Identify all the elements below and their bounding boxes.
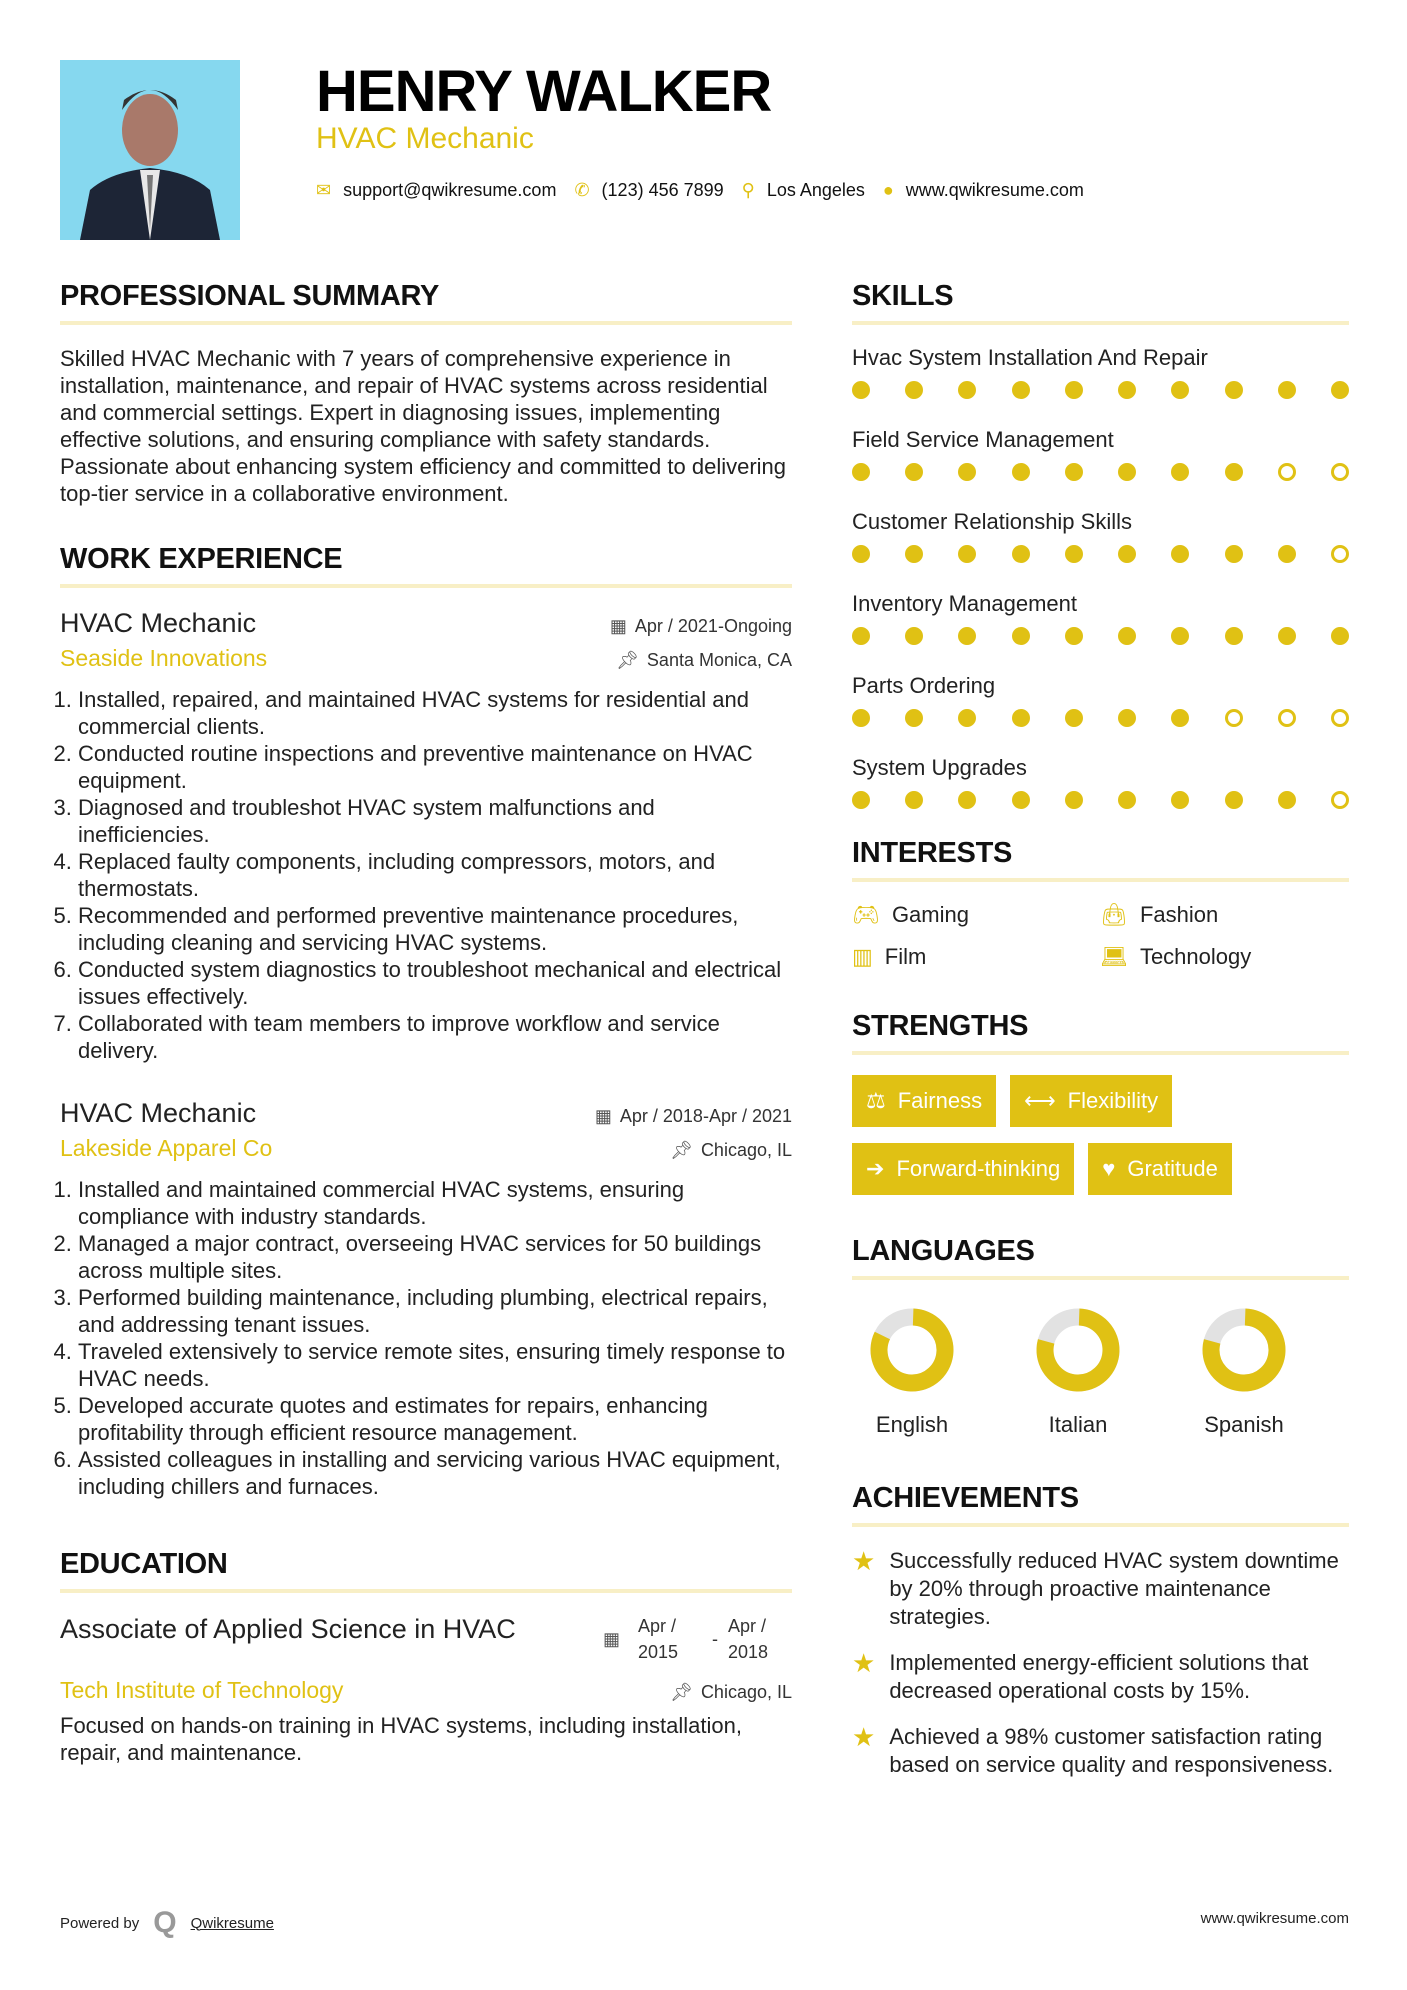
film-icon: ▥	[852, 944, 873, 969]
achievement-item	[852, 1547, 1349, 1631]
interest-gaming: 🎮︎ Gaming	[852, 902, 969, 927]
star-icon: ★	[852, 1648, 876, 1678]
rating-dot-filled	[958, 791, 976, 809]
summary-section	[60, 280, 792, 507]
star-icon: ★	[852, 1546, 876, 1576]
rating-dot-filled	[852, 463, 870, 481]
rating-dot-filled	[1171, 791, 1189, 809]
calendar-icon: ▦	[594, 1106, 612, 1126]
job-bullet: 5. Recommended and performed preventive maintenance procedures, including cleaning and servicing HVAC systems.	[78, 902, 792, 956]
rating-dot-filled	[852, 709, 870, 727]
contact-location: ⚲ Los Angeles	[741, 180, 865, 200]
star-icon: ★	[852, 1722, 876, 1752]
job-bullet: 4. Replaced faulty components, including compressors, motors, and thermostats.	[78, 848, 792, 902]
strengths-section	[852, 1010, 1349, 1195]
rating-dot-filled	[1331, 381, 1349, 399]
achievement-text: Successfully reduced HVAC system downtime by 20% through proactive maintenance strategies.	[889, 1548, 1339, 1629]
job-location: Chicago, IL	[700, 1140, 792, 1160]
rating-dot-empty	[1331, 545, 1349, 563]
candidate-role: HVAC Mechanic	[316, 122, 534, 155]
phone-icon: ✆	[574, 180, 590, 200]
rating-dot-filled	[1171, 545, 1189, 563]
rating-dot-empty	[1278, 709, 1296, 727]
job-bullet: 7. Collaborated with team members to improve workflow and service delivery.	[78, 1010, 792, 1064]
rating-dot-filled	[852, 627, 870, 645]
rating-dot-filled	[905, 545, 923, 563]
interest-fashion: 👜︎ Fashion	[1100, 902, 1219, 927]
company-name: Seaside Innovations	[60, 645, 268, 671]
rating-dot-filled	[1118, 791, 1136, 809]
strength-badge: ♥ Gratitude	[1088, 1143, 1232, 1195]
rating-dot-filled	[1171, 709, 1189, 727]
balance-scale-icon: ⚖	[866, 1088, 886, 1113]
job-bullet: 3. Performed building maintenance, including plumbing, electrical repairs, and addressing tenant issues.	[78, 1284, 792, 1338]
globe-icon: ●	[882, 180, 894, 200]
rating-dot-empty	[1225, 709, 1243, 727]
language-donut	[1036, 1308, 1120, 1392]
job-bullets	[60, 1176, 792, 1500]
degree: Associate of Applied Science in HVAC	[60, 1614, 516, 1644]
job-title: HVAC Mechanic	[60, 608, 257, 638]
section-heading: LANGUAGES	[852, 1235, 1349, 1280]
rating-dot-filled	[1012, 463, 1030, 481]
pin-icon: 📌︎	[616, 650, 639, 670]
language-name: English	[875, 1412, 949, 1437]
rating-dot-filled	[905, 381, 923, 399]
rating-dot-filled	[1065, 463, 1083, 481]
rating-dot-filled	[1278, 545, 1296, 563]
language-item	[1036, 1300, 1120, 1438]
job-bullet: 5. Developed accurate quotes and estimates for repairs, enhancing profitability through efficient resource management.	[78, 1392, 792, 1446]
envelope-icon: ✉	[316, 180, 332, 200]
rating-dot-filled	[1012, 545, 1030, 563]
heart-icon: ♥	[1102, 1156, 1116, 1181]
footer-website[interactable]: www.qwikresume.com	[1200, 1910, 1349, 1927]
rating-dot-filled	[905, 627, 923, 645]
education-text: Focused on hands-on training in HVAC systems, including installation, repair, and maintenance.	[60, 1713, 742, 1765]
rating-dot-filled	[905, 709, 923, 727]
job-bullet: 3. Diagnosed and troubleshot HVAC system malfunctions and inefficiencies.	[78, 794, 792, 848]
rating-dot-filled	[1012, 381, 1030, 399]
job-bullets	[60, 686, 792, 1064]
edu-end: Apr / 2018	[728, 1616, 769, 1662]
education-section: EDUCATION Associate of Applied Science in HVAC ▦ Apr / 2015 - Apr / 2018 Tech Institute of Technology 📌︎ Chicago, IL Focused on hands-on training in HVAC systems, including installation, repair, and maintenance.	[60, 1548, 792, 1765]
job-dates: Apr / 2021-Ongoing	[634, 616, 792, 636]
candidate-name: HENRY WALKER	[316, 59, 772, 124]
rating-dot-filled	[1065, 791, 1083, 809]
language-donut	[870, 1308, 954, 1392]
language-item	[870, 1300, 954, 1438]
skill-name: Inventory Management	[852, 591, 1078, 616]
rating-dot-empty	[1331, 463, 1349, 481]
section-heading: INTERESTS	[852, 837, 1349, 882]
job-title: HVAC Mechanic	[60, 1098, 257, 1128]
rating-dot-filled	[1118, 627, 1136, 645]
rating-dot-filled	[1118, 381, 1136, 399]
interests-section	[852, 837, 1349, 970]
rating-dot-filled	[1171, 381, 1189, 399]
skill-rating	[852, 791, 1349, 809]
arrows-horizontal-icon: ⟷	[1024, 1088, 1056, 1113]
calendar-icon: ▦	[602, 1629, 620, 1649]
rating-dot-filled	[1278, 791, 1296, 809]
job-bullet: 1. Installed, repaired, and maintained HVAC systems for residential and commercial clients.	[78, 686, 792, 740]
rating-dot-empty	[1331, 791, 1349, 809]
qwikresume-logo-icon: Q	[153, 1906, 177, 1939]
rating-dot-filled	[1331, 627, 1349, 645]
skills-section	[852, 280, 1349, 809]
map-pin-icon: ⚲	[741, 180, 755, 200]
right-column	[852, 280, 1349, 1797]
footer-powered-by: Powered by Q Qwikresume	[60, 1906, 274, 1939]
rating-dot-filled	[1278, 627, 1296, 645]
strength-badge: ➔ Forward-thinking	[852, 1143, 1074, 1195]
laptop-icon: 💻︎	[1100, 944, 1128, 969]
rating-dot-filled	[958, 381, 976, 399]
skill-name: System Upgrades	[852, 755, 1027, 780]
skill-rating	[852, 463, 1349, 481]
pin-icon: 📌︎	[670, 1140, 693, 1160]
rating-dot-filled	[1065, 545, 1083, 563]
rating-dot-empty	[1278, 463, 1296, 481]
job-bullet: 2. Conducted routine inspections and preventive maintenance on HVAC equipment.	[78, 740, 792, 794]
rating-dot-filled	[1118, 545, 1136, 563]
skill-name: Customer Relationship Skills	[852, 509, 1132, 534]
job-entry	[60, 1098, 792, 1500]
rating-dot-filled	[1225, 627, 1243, 645]
job-bullet: 6. Assisted colleagues in installing and servicing various HVAC equipment, including chillers and furnaces.	[78, 1446, 792, 1500]
rating-dot-filled	[1171, 627, 1189, 645]
rating-dot-filled	[1278, 381, 1296, 399]
job-location: Santa Monica, CA	[646, 650, 792, 670]
rating-dot-filled	[852, 791, 870, 809]
achievements-section	[852, 1482, 1349, 1779]
section-heading: SKILLS	[852, 280, 1349, 325]
skill-rating	[852, 709, 1349, 727]
job-bullet: 1. Installed and maintained commercial HVAC systems, ensuring compliance with industry standards.	[78, 1176, 792, 1230]
rating-dot-filled	[958, 627, 976, 645]
rating-dot-filled	[1065, 381, 1083, 399]
achievement-item	[852, 1649, 1349, 1705]
calendar-icon: ▦	[609, 616, 627, 636]
strength-badge: ⟷ Flexibility	[1010, 1075, 1172, 1127]
section-heading: EDUCATION	[60, 1548, 792, 1593]
rating-dot-filled	[905, 791, 923, 809]
rating-dot-filled	[1118, 463, 1136, 481]
school: Tech Institute of Technology	[60, 1677, 344, 1703]
arrow-right-icon: ➔	[866, 1156, 885, 1181]
job-entry	[60, 608, 792, 1064]
skill-rating	[852, 381, 1349, 399]
rating-dot-filled	[1065, 627, 1083, 645]
skill-name: Hvac System Installation And Repair	[852, 345, 1208, 370]
language-name: Italian	[1048, 1412, 1108, 1437]
section-heading: WORK EXPERIENCE	[60, 543, 792, 588]
edu-start: Apr / 2015	[638, 1616, 679, 1662]
rating-dot-filled	[1225, 791, 1243, 809]
rating-dot-filled	[958, 545, 976, 563]
skill-rating	[852, 545, 1349, 563]
rating-dot-filled	[1118, 709, 1136, 727]
rating-dot-filled	[1171, 463, 1189, 481]
rating-dot-filled	[852, 545, 870, 563]
rating-dot-empty	[1331, 709, 1349, 727]
job-bullet: 2. Managed a major contract, overseeing HVAC services for 50 buildings across multiple sites.	[78, 1230, 792, 1284]
rating-dot-filled	[1225, 463, 1243, 481]
skill-name: Parts Ordering	[852, 673, 996, 698]
rating-dot-filled	[1012, 627, 1030, 645]
contact-phone: ✆ (123) 456 7899	[574, 180, 724, 200]
pin-icon: 📌︎	[670, 1682, 693, 1702]
contact-email[interactable]: ✉ support@qwikresume.com	[316, 180, 557, 200]
skill-name: Field Service Management	[852, 427, 1114, 452]
job-bullet: 6. Conducted system diagnostics to troubleshoot mechanical and electrical issues effectively.	[78, 956, 792, 1010]
shopping-bag-icon: 👜︎	[1100, 902, 1128, 927]
contact-website[interactable]: ● www.qwikresume.com	[882, 180, 1084, 200]
achievement-text: Implemented energy-efficient solutions that decreased operational costs by 15%.	[889, 1650, 1309, 1703]
interest-film: ▥ Film	[852, 944, 927, 969]
language-name: Spanish	[1204, 1412, 1284, 1437]
contact-info	[316, 180, 1084, 201]
gamepad-icon: 🎮︎	[852, 902, 880, 927]
company-name: Lakeside Apparel Co	[60, 1135, 273, 1161]
skill-rating	[852, 627, 1349, 645]
rating-dot-filled	[1225, 381, 1243, 399]
edu-location: Chicago, IL	[700, 1682, 792, 1702]
rating-dot-filled	[1012, 791, 1030, 809]
section-heading: PROFESSIONAL SUMMARY	[60, 280, 792, 325]
qwikresume-link[interactable]: Qwikresume	[190, 1914, 274, 1932]
job-bullet: 4. Traveled extensively to service remote sites, ensuring timely response to HVAC needs.	[78, 1338, 792, 1392]
rating-dot-filled	[1225, 545, 1243, 563]
rating-dot-filled	[958, 709, 976, 727]
strength-badge: ⚖ Fairness	[852, 1075, 996, 1127]
interest-technology: 💻︎ Technology	[1100, 944, 1252, 969]
languages-section	[852, 1235, 1349, 1438]
work-section	[60, 543, 792, 1500]
section-heading: STRENGTHS	[852, 1010, 1349, 1055]
rating-dot-filled	[852, 381, 870, 399]
section-heading: ACHIEVEMENTS	[852, 1482, 1349, 1527]
rating-dot-filled	[905, 463, 923, 481]
rating-dot-filled	[1012, 709, 1030, 727]
summary-text: Skilled HVAC Mechanic with 7 years of comprehensive experience in installation, maintenance, and repair of HVAC systems across residential and commercial settings. Expert in diagnosing issues, implementing effective solutions, and ensuring compliance with safety standards. Passionate about enhancing system efficiency and committed to delivering top-tier service in a collaborative environment.	[60, 346, 787, 506]
profile-photo	[60, 60, 240, 240]
left-column	[60, 280, 792, 1766]
rating-dot-filled	[958, 463, 976, 481]
language-donut	[1202, 1308, 1286, 1392]
job-dates: Apr / 2018-Apr / 2021	[619, 1106, 792, 1126]
achievement-text: Achieved a 98% customer satisfaction rating based on service quality and responsiveness.	[889, 1724, 1334, 1777]
achievement-item	[852, 1723, 1349, 1779]
language-item	[1202, 1300, 1286, 1438]
rating-dot-filled	[1065, 709, 1083, 727]
